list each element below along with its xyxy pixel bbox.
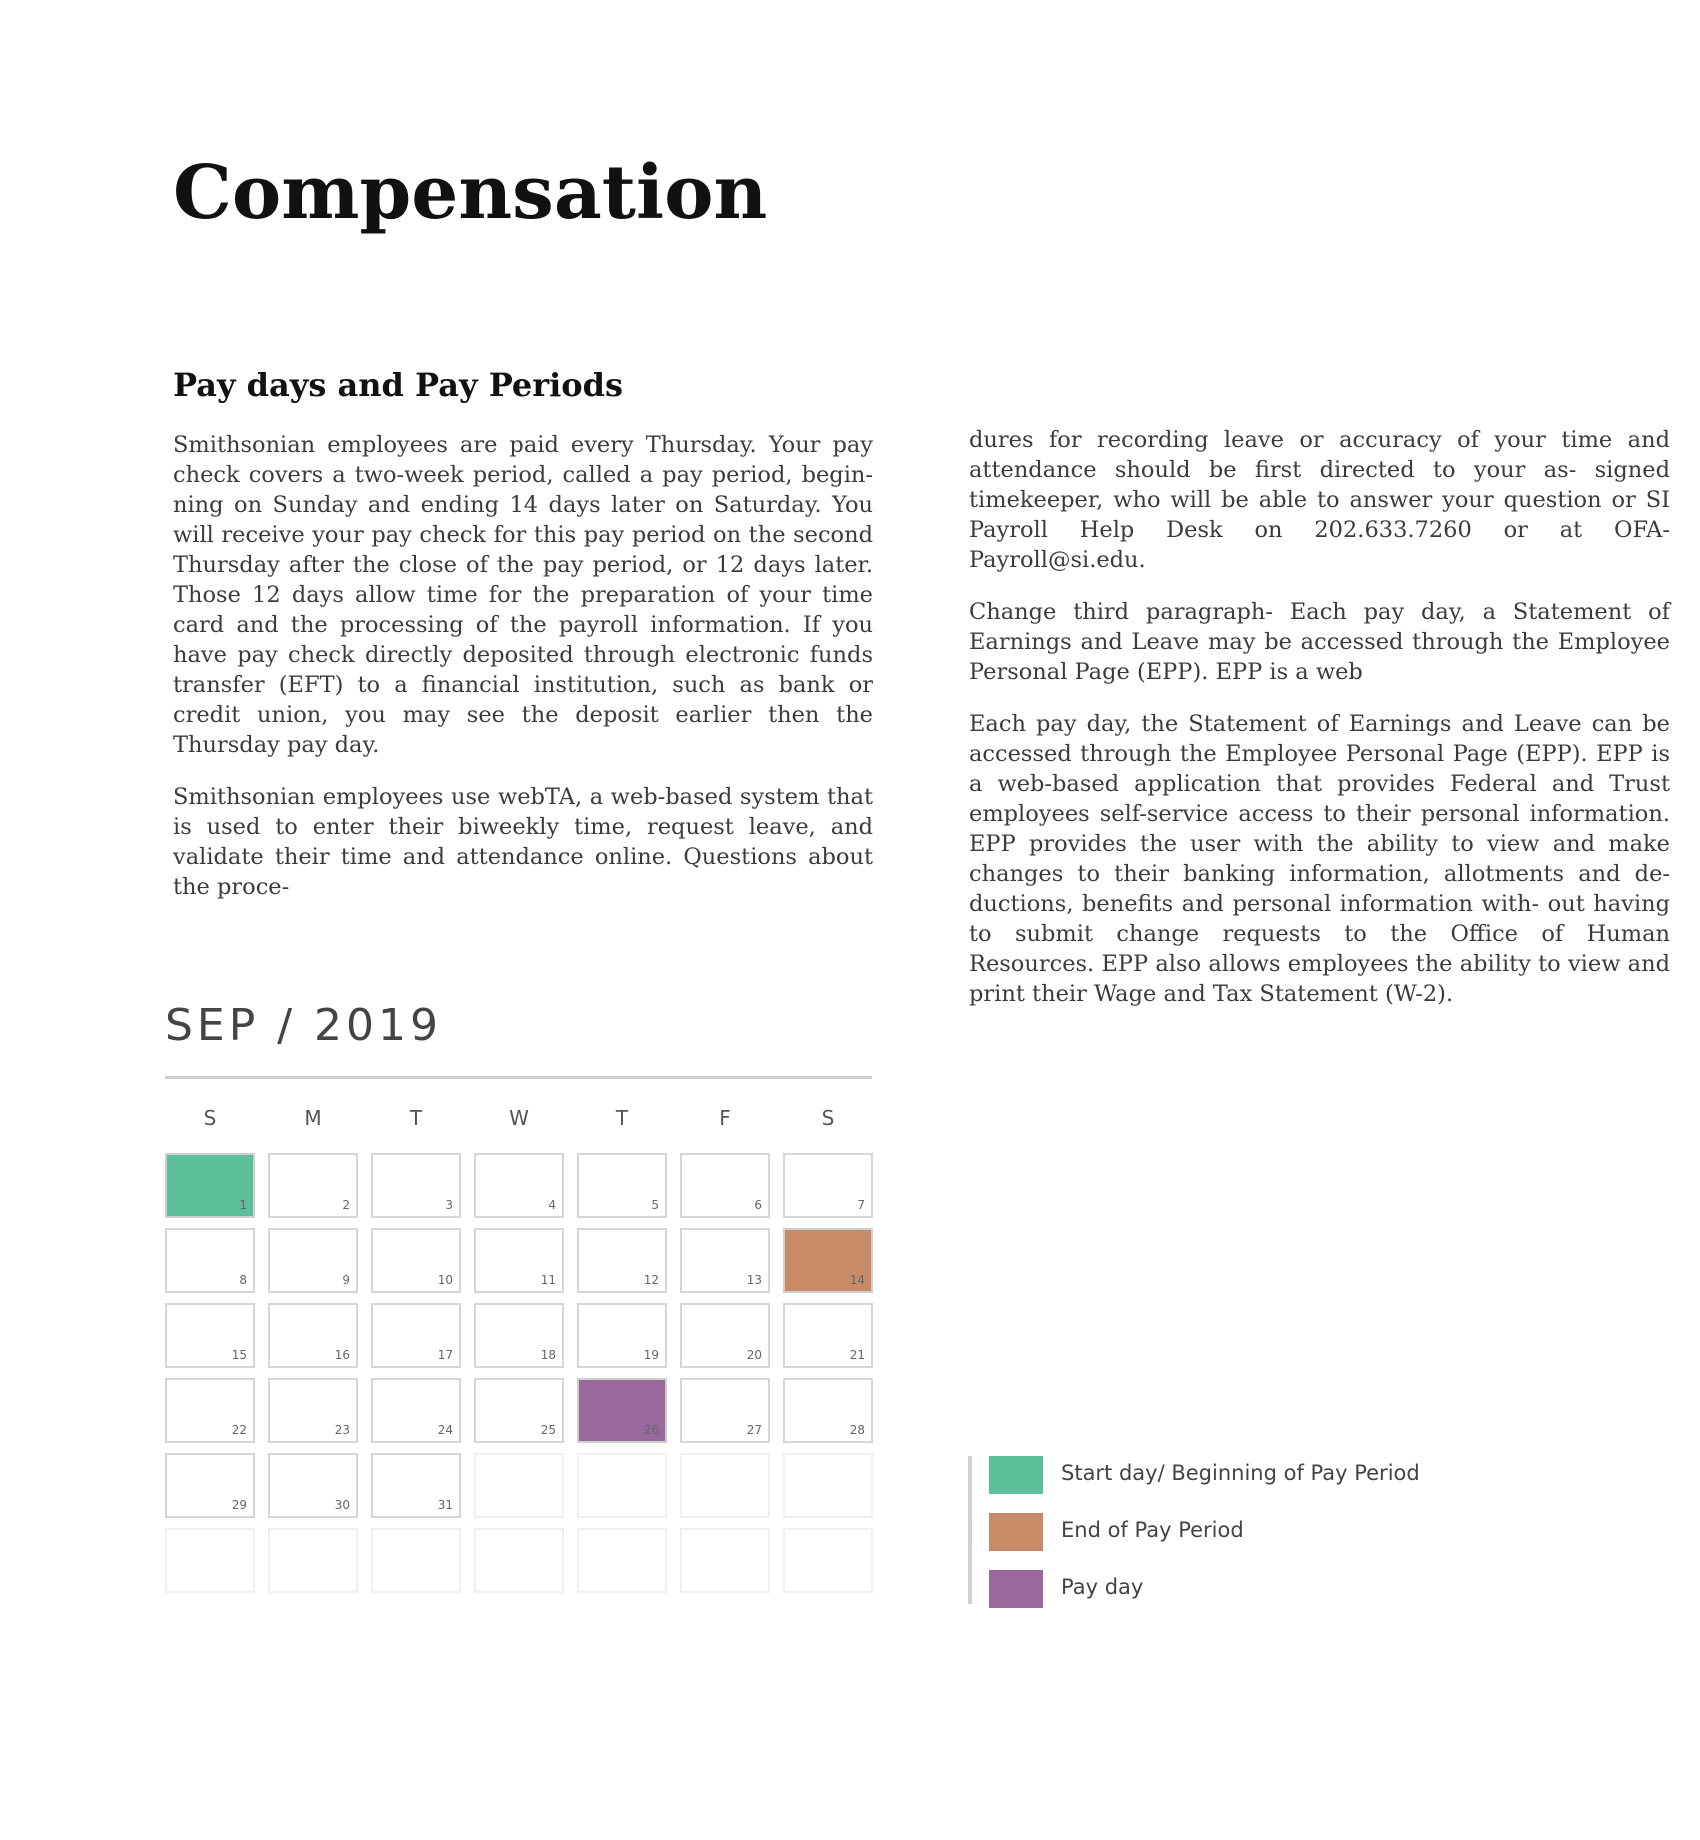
calendar-day-4 <box>474 1153 564 1218</box>
legend-swatch-payday <box>989 1570 1043 1608</box>
calendar-day-25 <box>474 1378 564 1443</box>
weekday-label: S <box>203 1106 217 1130</box>
legend-label-end: End of Pay Period <box>1061 1518 1244 1542</box>
day-number: 18 <box>540 1348 556 1362</box>
weekday-label: T <box>409 1106 423 1130</box>
calendar-day-2 <box>268 1153 358 1218</box>
day-number: 9 <box>342 1273 350 1287</box>
calendar-day-21 <box>783 1303 873 1368</box>
left-paragraph-1: Smithsonian employees are paid every Thursday. Your pay check covers a two-week period, called a pay period, begin- ning on Sunday and ending 14 days later on Saturday. You will receive your pay check for this pay period on the second Thursday after the close of the pay period, or 12 days later. Those 12 days allow time for the preparation of your time card and the processing of the payroll information. If you have pay check directly deposited through electronic funds transfer (EFT) to a financial institution, such as bank or credit union, you may see the deposit earlier then the Thursday pay day. <box>173 432 873 758</box>
day-number: 17 <box>437 1348 453 1362</box>
day-number: 8 <box>239 1273 247 1287</box>
calendar-day-1 <box>165 1153 255 1218</box>
calendar-day-17 <box>371 1303 461 1368</box>
right-paragraph-3: Each pay day, the Statement of Earnings and Leave can be accessed through the Employee Personal Page (EPP). EPP is a web-based application that provides Federal and Trust employees self-service access to their personal information. EPP provides the user with the ability to view and make changes to their banking information, allotments and de- ductions, benefits and personal information with- out having to submit change requests to the Office of Human Resources. EPP also allows employees the ability to view and print their Wage and Tax Statement (W-2). <box>969 711 1670 1007</box>
day-number: 13 <box>746 1273 762 1287</box>
legend-divider <box>968 1456 972 1604</box>
weekday-label: W <box>509 1106 529 1130</box>
right-text-column <box>969 425 1670 1031</box>
day-number: 10 <box>437 1273 453 1287</box>
day-number: 28 <box>849 1423 865 1437</box>
calendar-day-9 <box>268 1228 358 1293</box>
day-number: 2 <box>342 1198 350 1212</box>
calendar-day-12 <box>577 1228 667 1293</box>
day-number: 15 <box>231 1348 247 1362</box>
calendar-empty-cell <box>680 1453 770 1518</box>
calendar-day-27 <box>680 1378 770 1443</box>
calendar-day-3 <box>371 1153 461 1218</box>
day-number: 27 <box>746 1423 762 1437</box>
calendar-day-19 <box>577 1303 667 1368</box>
calendar-empty-cell <box>680 1528 770 1593</box>
calendar-divider <box>165 1076 872 1079</box>
calendar-day-26 <box>577 1378 667 1443</box>
calendar-empty-cell <box>371 1528 461 1593</box>
calendar-day-29 <box>165 1453 255 1518</box>
day-number: 11 <box>540 1273 556 1287</box>
weekday-label: F <box>719 1106 731 1130</box>
day-number: 25 <box>540 1423 556 1437</box>
calendar-day-11 <box>474 1228 564 1293</box>
right-paragraph-2: Change third paragraph- Each pay day, a Statement of Earnings and Leave may be accessed through the Employee Personal Page (EPP). EPP is a web <box>969 599 1670 685</box>
day-number: 24 <box>437 1423 453 1437</box>
weekday-label: T <box>615 1106 629 1130</box>
section-heading: Pay days and Pay Periods <box>173 366 624 404</box>
calendar-empty-cell <box>577 1528 667 1593</box>
day-number: 1 <box>239 1198 247 1212</box>
calendar-day-22 <box>165 1378 255 1443</box>
day-number: 12 <box>643 1273 659 1287</box>
page-title: Compensation <box>173 150 768 236</box>
calendar-day-8 <box>165 1228 255 1293</box>
legend-label-start: Start day/ Beginning of Pay Period <box>1061 1461 1420 1485</box>
calendar-title: SEP / 2019 <box>165 1000 443 1051</box>
calendar-day-20 <box>680 1303 770 1368</box>
day-number: 16 <box>334 1348 350 1362</box>
calendar-day-31 <box>371 1453 461 1518</box>
calendar-empty-cell <box>783 1528 873 1593</box>
legend-swatch-end <box>989 1513 1043 1551</box>
weekday-label: M <box>304 1106 322 1130</box>
day-number: 30 <box>334 1498 350 1512</box>
calendar-day-18 <box>474 1303 564 1368</box>
legend-label-payday: Pay day <box>1061 1575 1144 1599</box>
calendar-empty-cell <box>577 1453 667 1518</box>
calendar-day-24 <box>371 1378 461 1443</box>
day-number: 6 <box>754 1198 762 1212</box>
calendar-day-23 <box>268 1378 358 1443</box>
day-number: 21 <box>849 1348 865 1362</box>
calendar-empty-cell <box>474 1528 564 1593</box>
calendar-day-13 <box>680 1228 770 1293</box>
left-text-column <box>173 430 873 924</box>
day-number: 23 <box>334 1423 350 1437</box>
calendar-day-30 <box>268 1453 358 1518</box>
right-paragraph-1: dures for recording leave or accuracy of your time and attendance should be first directed to your as- signed timekeeper, who will be able to answer your question or SI Payroll Help Desk on 202.633.7260 or at OFA-Payroll@si.edu. <box>969 427 1670 573</box>
calendar-day-15 <box>165 1303 255 1368</box>
left-paragraph-2: Smithsonian employees use webTA, a web-based system that is used to enter their biweekly time, request leave, and validate their time and attendance online. Questions about the proce- <box>173 784 873 900</box>
day-number: 26 <box>643 1423 659 1437</box>
calendar-day-16 <box>268 1303 358 1368</box>
day-number: 7 <box>857 1198 865 1212</box>
weekday-label: S <box>821 1106 835 1130</box>
calendar-empty-cell <box>474 1453 564 1518</box>
calendar-day-10 <box>371 1228 461 1293</box>
calendar-day-6 <box>680 1153 770 1218</box>
calendar-day-7 <box>783 1153 873 1218</box>
calendar-empty-cell <box>165 1528 255 1593</box>
calendar-empty-cell <box>268 1528 358 1593</box>
day-number: 29 <box>231 1498 247 1512</box>
day-number: 14 <box>849 1273 865 1287</box>
day-number: 19 <box>643 1348 659 1362</box>
day-number: 20 <box>746 1348 762 1362</box>
calendar-day-14 <box>783 1228 873 1293</box>
day-number: 5 <box>651 1198 659 1212</box>
day-number: 31 <box>437 1498 453 1512</box>
legend-swatch-start <box>989 1456 1043 1494</box>
day-number: 22 <box>231 1423 247 1437</box>
day-number: 4 <box>548 1198 556 1212</box>
calendar-empty-cell <box>783 1453 873 1518</box>
calendar-day-5 <box>577 1153 667 1218</box>
calendar-day-28 <box>783 1378 873 1443</box>
day-number: 3 <box>445 1198 453 1212</box>
